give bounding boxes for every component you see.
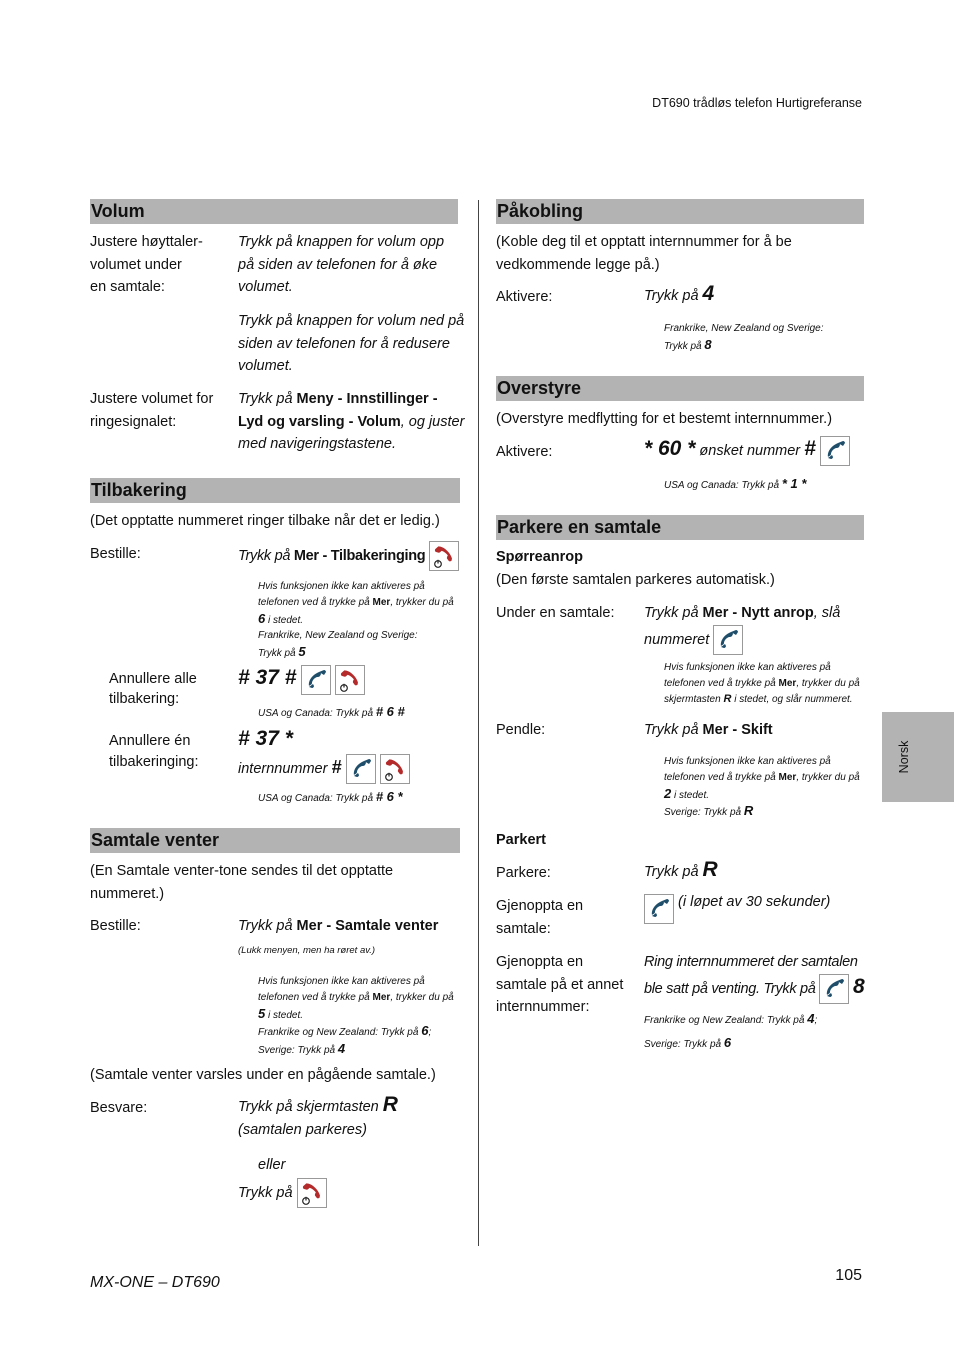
answer-phone-icon (820, 436, 850, 466)
answer-phone-icon (819, 974, 849, 1004)
samtale-venter-lukk-note: (Lukk menyen, men ha røret av.) (238, 945, 376, 956)
volum-speaker-label: Justere høyttaler- volumet under en samtale: (90, 234, 203, 295)
volum-speaker-instructions-up: Trykk på knappen for volum opp på siden av telefonen for å øke volumet. (238, 234, 445, 295)
gjenoppta-instruction: (i løpet av 30 sekunder) (644, 894, 830, 924)
pakobling-aktivere-instruction: Trykk på 4 (644, 282, 715, 305)
sporreanrop-subheading: Spørreanrop (496, 549, 584, 565)
annullere-en-line2: internnummer # (238, 754, 410, 784)
section-tilbakering-title: Tilbakering (90, 478, 460, 503)
annullere-en-label: Annullere én tilbakeringing: (109, 733, 199, 770)
section-parkere-title: Parkere en samtale (496, 515, 864, 540)
tilbakering-intro: (Det opptatte nummeret ringer tilbake når det er ledig.) (90, 513, 440, 529)
under-samtale-label: Under en samtale: (496, 605, 615, 621)
end-call-icon (429, 541, 459, 571)
besvare-alt-instruction: Trykk på (238, 1178, 327, 1208)
volum-speaker-instructions-down: Trykk på knappen for volum ned på siden av telefonen for å redusere volumet. (238, 313, 465, 374)
footer-product: MX-ONE – DT690 (90, 1274, 220, 1291)
pendle-label: Pendle: (496, 722, 546, 738)
answer-phone-icon (301, 665, 331, 695)
besvare-eller: eller (258, 1157, 286, 1173)
parkere-label: Parkere: (496, 865, 551, 881)
tilbakering-bestille-label: Bestille: (90, 546, 141, 562)
answer-phone-icon (644, 894, 674, 924)
pakobling-note: Frankrike, New Zealand og Sverige: Trykk på 8 (664, 323, 824, 352)
gjenoppta-annet-label: Gjenoppta en samtale på et annet internnummer: (496, 954, 624, 1015)
parkert-subheading: Parkert (496, 832, 546, 848)
annullere-alle-code: # 37 # (238, 665, 365, 695)
column-divider (478, 200, 479, 1246)
overstyre-aktivere-label: Aktivere: (496, 444, 553, 460)
pendle-instruction: Trykk på Mer - Skift (644, 722, 773, 738)
end-call-icon (380, 754, 410, 784)
answer-phone-icon (713, 625, 743, 655)
pendle-note: Hvis funksjonen ikke kan aktiveres på telefonen ved å trykke på Mer, trykker du på 2 i stedet. Sverige: Trykk på R (664, 756, 860, 819)
section-volum-title: Volum (90, 199, 458, 224)
gjenoppta-annet-note: Frankrike og New Zealand: Trykk på 4; Sverige: Trykk på 6 (644, 1011, 818, 1050)
language-side-tab (882, 712, 954, 802)
samtale-venter-note: Hvis funksjonen ikke kan aktiveres på telefonen ved å trykke på Mer, trykker du på 5 i stedet. Frankrike og New Zealand: Trykk på 6; Sverige: Trykk på 4 (258, 976, 454, 1057)
side-tab-label: Norsk (897, 740, 911, 774)
section-samtale-venter-title: Samtale venter (90, 828, 460, 853)
gjenoppta-label: Gjenoppta en samtale: (496, 898, 584, 937)
annullere-en-code: # 37 * (238, 727, 293, 750)
sporreanrop-intro: (Den første samtalen parkeres automatisk.) (496, 572, 775, 588)
pakobling-intro: (Koble deg til et opptatt internnummer for å be vedkommende legge på.) (496, 234, 792, 273)
end-call-icon (297, 1178, 327, 1208)
running-header: DT690 trådløs telefon Hurtigreferanse (652, 96, 862, 110)
annullere-alle-label: Annullere alle tilbakering: (109, 671, 197, 707)
samtale-venter-bestille-instruction: Trykk på Mer - Samtale venter (238, 918, 439, 934)
volum-ring-instructions: Trykk på Meny - Innstillinger - Lyd og varsling - Volum, og juster med navigeringstastene. (238, 391, 465, 452)
samtale-venter-bestille-label: Bestille: (90, 918, 141, 934)
tilbakering-bestille-instruction: Trykk på Mer - Tilbakeringing (238, 541, 459, 571)
tilbakering-note: Hvis funksjonen ikke kan aktiveres på telefonen ved å trykke på Mer, trykker du på 6 i stedet. Frankrike, New Zealand og Sverige: Trykk på 5 (258, 581, 454, 660)
annullere-en-usa-note: USA og Canada: Trykk på # 6 * (258, 789, 403, 804)
overstyre-code: * 60 * ønsket nummer # (644, 436, 850, 466)
section-overstyre-title: Overstyre (496, 376, 864, 401)
section-pakobling-title: Påkobling (496, 199, 864, 224)
gjenoppta-annet-instruction: Ring internnummeret der samtalen ble satt på venting. Trykk på 8 (644, 951, 864, 1004)
besvare-instruction: Trykk på skjermtasten R (samtalen parkeres) (238, 1093, 398, 1138)
page-number: 105 (835, 1267, 862, 1284)
pakobling-aktivere-label: Aktivere: (496, 289, 553, 305)
under-samtale-instruction: Trykk på Mer - Nytt anrop, slå nummeret (644, 602, 840, 655)
end-call-icon (335, 665, 365, 695)
overstyre-intro: (Overstyre medflytting for et bestemt internnummer.) (496, 411, 833, 427)
under-samtale-note: Hvis funksjonen ikke kan aktiveres på telefonen ved å trykke på Mer, trykker du på skjermtasten R i stedet, og slår nummeret. (664, 662, 860, 705)
samtale-venter-intro: (En Samtale venter-tone sendes til det opptatte nummeret.) (90, 863, 394, 902)
overstyre-usa-note: USA og Canada: Trykk på * 1 * (664, 476, 807, 491)
parkere-instruction: Trykk på R (644, 858, 718, 881)
annullere-alle-usa-note: USA og Canada: Trykk på # 6 # (258, 704, 405, 719)
volum-ring-label: Justere volumet for ringesignalet: (90, 391, 214, 430)
answer-phone-icon (346, 754, 376, 784)
besvare-label: Besvare: (90, 1100, 148, 1116)
samtale-venter-intro2: (Samtale venter varsles under en pågående samtale.) (90, 1067, 436, 1083)
